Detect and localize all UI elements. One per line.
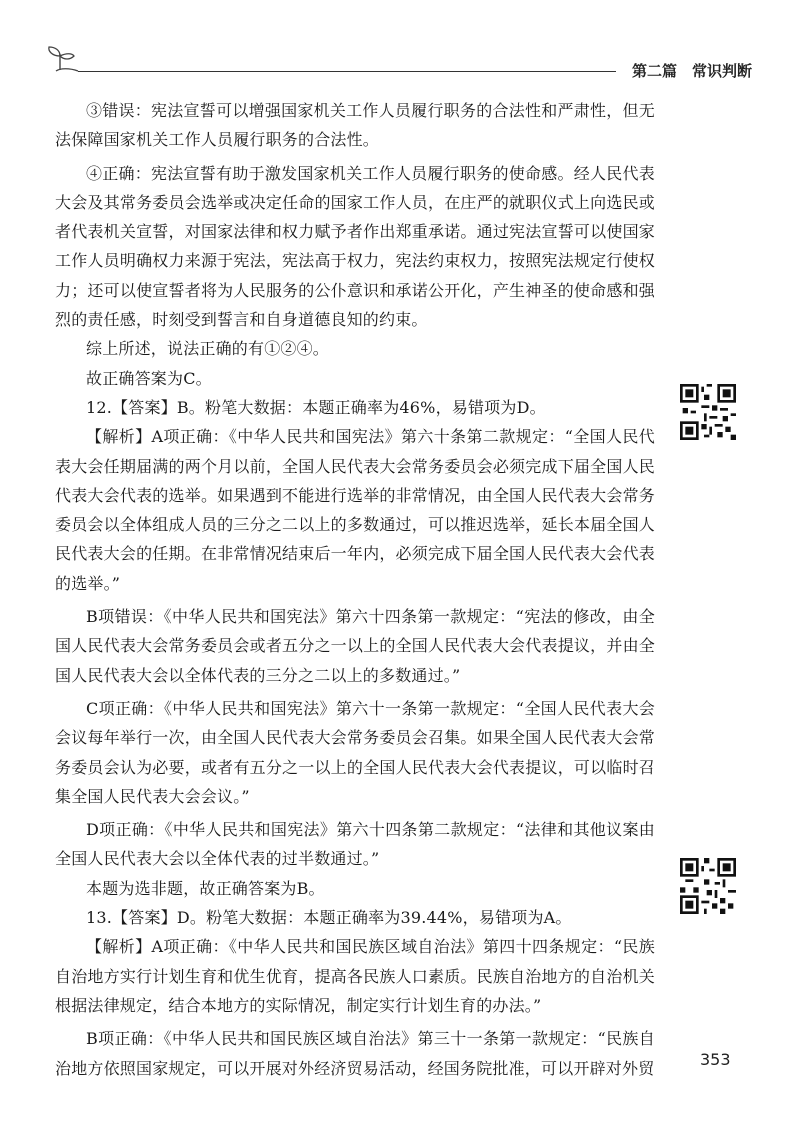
paragraph: ④正确：宪法宣誓有助于激发国家机关工作人员履行职务的使命感。经人民代表大会及其常务委员会选举或决定任命的国家工作人员，在庄严的就职仪式上向选民或者代表机关宣誓，对国家法律和权力赋予者作出郑重承诺。通过宪法宣誓可以使国家工作人员明确权力来源于宪法，宪法高于权力，宪法约束权力，按照宪法规定行使权力；还可以使宣誓者将为人民服务的公仆意识和承诺公开化，产生神圣的使命感和强烈的责任感，时刻受到誓言和自身道德良知的约束。	[55, 163, 655, 330]
paragraph: ③错误：宪法宣誓可以增强国家机关工作人员履行职务的合法性和严肃性，但无法保障国家机关工作人员履行职务的合法性。	[55, 101, 655, 150]
header-rule	[78, 71, 616, 72]
paragraph: 综上所述，说法正确的有①②④。	[86, 339, 330, 359]
sprout-icon	[46, 44, 82, 74]
paragraph: 【解析】A项正确：《中华人民共和国宪法》第六十条第二款规定：“全国人民代表大会任期届满的两个月以前，全国人民代表大会常务委员会必须完成下届全国人民代表大会代表的选举。如果遇到不能进行选举的非常情况，由全国人民代表大会常务委员会以全体组成人员的三分之二以上的多数通过，可以推迟选举，延长本届全国人民代表大会的任期。在非常情况结束后一年内，必须完成下届全国人民代表大会代表的选举。”	[55, 427, 655, 593]
paragraph: B项错误：《中华人民共和国宪法》第六十四条第一款规定：“宪法的修改，由全国人民代表大会常务委员会或者五分之一以上的全国人民代表大会代表提议，并由全国人民代表大会以全体代表的三分之二以上的多数通过。”	[55, 607, 655, 685]
qr-code-icon[interactable]	[680, 858, 736, 914]
qr-code-icon[interactable]	[680, 384, 736, 440]
paragraph: 本题为选非题，故正确答案为B。	[86, 878, 325, 898]
page-number: 353	[700, 1050, 731, 1069]
paragraph: 故正确答案为C。	[86, 368, 212, 388]
page-header	[40, 38, 752, 88]
paragraph: D项正确：《中华人民共和国宪法》第六十四条第二款规定：“法律和其他议案由全国人民代表大会以全体代表的过半数通过。”	[55, 820, 655, 869]
paragraph: B项正确：《中华人民共和国民族区域自治法》第三十一条第一款规定：“民族自治地方依照国家规定，可以开展对外经济贸易活动，经国务院批准，可以开辟对外贸	[55, 1029, 655, 1078]
paragraph: 【解析】A项正确：《中华人民共和国民族区域自治法》第四十四条规定：“民族自治地方实行计划生育和优生优育，提高各民族人口素质。民族自治地方的自治机关根据法律规定，结合本地方的实际情况，制定实行计划生育的办法。”	[55, 937, 655, 1015]
section-title: 第二篇 常识判断	[631, 62, 752, 80]
paragraph: C项正确：《中华人民共和国宪法》第六十一条第一款规定：“全国人民代表大会会议每年举行一次，由全国人民代表大会常务委员会召集。如果全国人民代表大会常务委员会认为必要，或者有五分之一以上的全国人民代表大会代表提议，可以临时召集全国人民代表大会会议。”	[55, 698, 655, 806]
answer-heading-13: 13.【答案】D。粉笔大数据：本题正确率为39.44%，易错项为A。	[86, 908, 572, 928]
answer-heading-12: 12.【答案】B。粉笔大数据：本题正确率为46%，易错项为D。	[86, 397, 546, 417]
answer-explanation-body	[55, 96, 655, 1083]
